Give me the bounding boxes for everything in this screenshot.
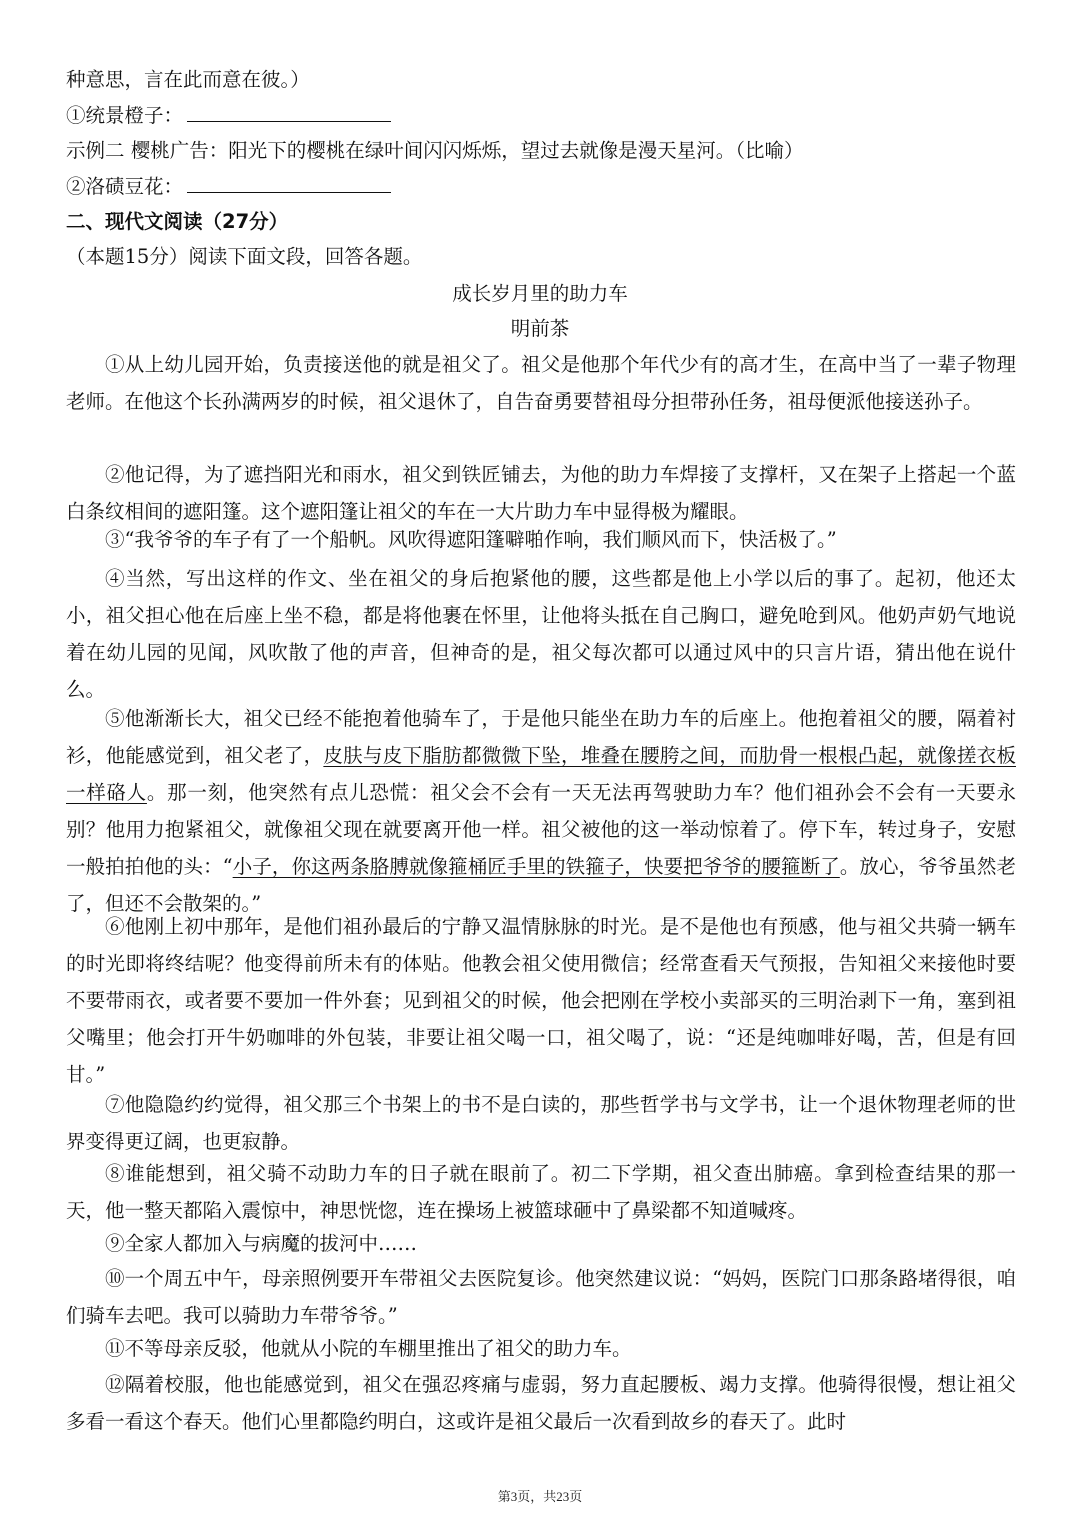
article-title: 成长岁月里的助力车	[452, 282, 628, 305]
page-number: 第3页，共23页	[497, 1489, 583, 1504]
paragraph-1: ①从上幼儿园开始，负责接送他的就是祖父了。祖父是他那个年代少有的高才生，在高中当了一辈子物理老师。在他这个长孙满两岁的时候，祖父退休了，自告奋勇要替祖母分担带孙任务，祖母便派他接送孙子。	[66, 353, 1016, 413]
answer-label: ①统景橙子：	[66, 104, 184, 127]
paragraph-7: ⑦他隐隐约约觉得，祖父那三个书架上的书不是白读的，那些哲学书与文学书，让一个退休物理老师的世界变得更辽阔，也更寂静。	[66, 1093, 1016, 1153]
paragraph-5	[66, 700, 1016, 922]
section-intro: （本题15分）阅读下面文段，回答各题。	[66, 245, 423, 268]
answer-blank-2[interactable]	[187, 170, 391, 193]
paragraph-2: ②他记得，为了遮挡阳光和雨水，祖父到铁匠铺去，为他的助力车焊接了支撑杆，又在架子上搭起一个蓝白条纹相间的遮阳篷。这个遮阳篷让祖父的车在一大片助力车中显得极为耀眼。	[66, 463, 1016, 523]
paragraph-11: ⑪不等母亲反驳，他就从小院的车棚里推出了祖父的助力车。	[105, 1337, 632, 1360]
paragraph-5-text: 。那一刻，他突然有点儿恐慌：祖父会不会有一天无法再驾驶助力车？他们祖孙会不会有一天要永别？他用力抱紧祖父，就像祖父现在就要离开他一样。祖父被他的这一举动惊着了。停下车，转过身子，安慰一般拍拍他的头：“	[66, 781, 1016, 878]
paragraph-12: ⑫隔着校服，他也能感觉到，祖父在强忍疼痛与虚弱，努力直起腰板、竭力支撑。他骑得很慢，想让祖父多看一看这个春天。他们心里都隐约明白，这或许是祖父最后一次看到故乡的春天了。此时	[66, 1373, 1016, 1433]
underlined-sentence-1: 皮肤与皮下脂肪都微微下坠，堆叠在腰胯之间，而肋骨一根根凸起，就像搓衣板一样硌人	[66, 744, 1016, 804]
answer-line-1	[66, 99, 1016, 133]
paragraph-6: ⑥他刚上初中那年，是他们祖孙最后的宁静又温情脉脉的时光。是不是他也有预感，他与祖父共骑一辆车的时光即将终结呢？他变得前所未有的体贴。他教会祖父使用微信；经常查看天气预报，告知祖父来接他时要不要带雨衣，或者要不要加一件外套；见到祖父的时候，他会把刚在学校小卖部买的三明治剥下一角，塞到祖父嘴里；他会打开牛奶咖啡的外包装，非要让祖父喝一口，祖父喝了，说：“还是纯咖啡好喝，苦，但是有回甘。”	[66, 915, 1016, 1086]
example-line: 示例二 樱桃广告：阳光下的樱桃在绿叶间闪闪烁烁，望过去就像是漫天星河。（比喻）	[66, 139, 804, 162]
article-author: 明前茶	[510, 317, 570, 340]
paragraph-4: ④当然，写出这样的作文、坐在祖父的身后抱紧他的腰，这些都是他上小学以后的事了。起初，他还太小，祖父担心他在后座上坐不稳，都是将他裹在怀里，让他将头抵在自己胸口，避免呛到风。他奶声奶气地说着在幼儿园的见闻，风吹散了他的声音，但神奇的是，祖父每次都可以通过风中的只言片语，猜出他在说什么。	[66, 567, 1016, 701]
underlined-sentence-2: 小子，你这两条胳膊就像箍桶匠手里的铁箍子，快要把爷爷的腰箍断了	[232, 855, 840, 878]
paragraph-8: ⑧谁能想到，祖父骑不动助力车的日子就在眼前了。初二下学期，祖父查出肺癌。拿到检查结果的那一天，他一整天都陷入震惊中，神思恍惚，连在操场上被篮球砸中了鼻梁都不知道喊疼。	[66, 1162, 1016, 1222]
answer-line-2	[66, 170, 1016, 204]
answer-label: ②洛碛豆花：	[66, 175, 184, 198]
answer-blank-1[interactable]	[187, 99, 391, 122]
paragraph-10: ⑩一个周五中午，母亲照例要开车带祖父去医院复诊。他突然建议说：“妈妈，医院门口那条路堵得很，咱们骑车去吧。我可以骑助力车带爷爷。”	[66, 1267, 1016, 1327]
paragraph-5-text: 。放心，爷爷虽然老了，但还不会散架的。”	[66, 855, 1016, 915]
text-line: 种意思，言在此而意在彼。）	[66, 68, 310, 91]
paragraph-5-text: ⑤他渐渐长大，祖父已经不能抱着他骑车了，于是他只能坐在助力车的后座上。他抱着祖父的腰，隔着衬衫，他能感觉到，祖父老了，	[66, 707, 1016, 767]
paragraph-9: ⑨全家人都加入与病魔的拔河中……	[105, 1232, 418, 1255]
section-heading: 二、现代文阅读（27分）	[66, 210, 289, 233]
paragraph-3: ③“我爷爷的车子有了一个船帆。风吹得遮阳篷噼啪作响，我们顺风而下，快活极了。”	[105, 528, 837, 551]
